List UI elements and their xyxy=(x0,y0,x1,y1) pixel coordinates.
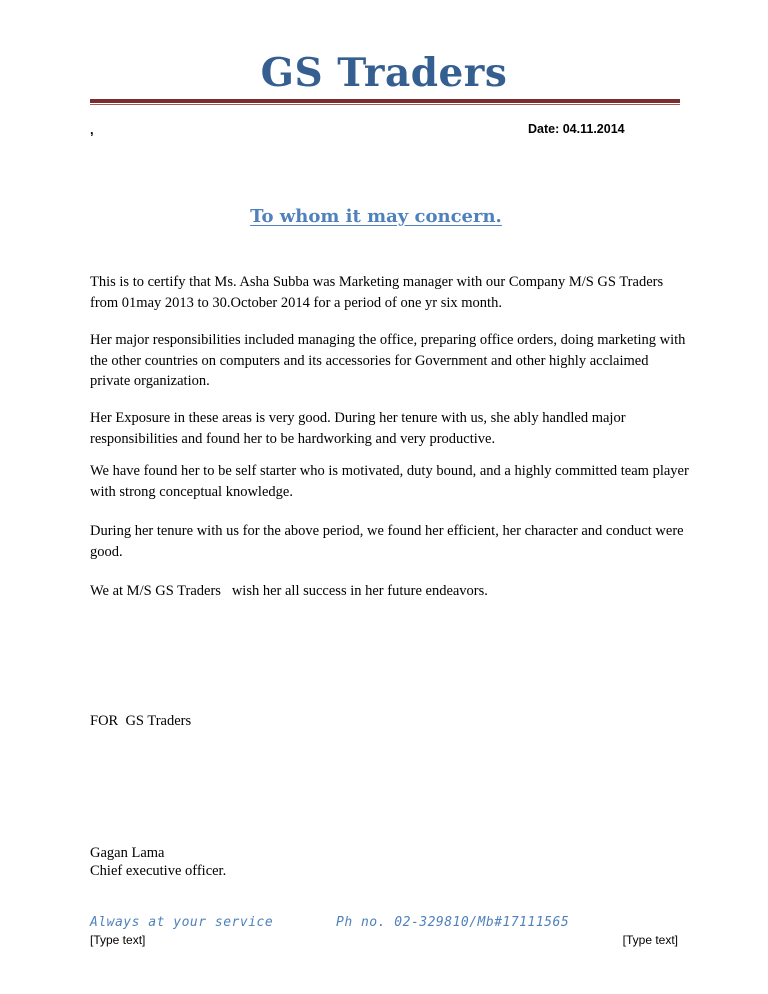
body-paragraph-4: We have found her to be self starter who is motivated, duty bound, and a highly committed team player with strong conceptual knowledge. xyxy=(90,463,689,500)
signatory-name: Gagan Lama xyxy=(90,845,165,861)
footer-left-placeholder: [Type text] xyxy=(90,933,146,947)
signatory-title: Chief executive officer. xyxy=(90,863,227,879)
company-title: GS Traders xyxy=(260,50,508,96)
header-rule-thick xyxy=(90,99,680,103)
for-company-line: FOR GS Traders xyxy=(90,713,192,729)
body-paragraph-6: We at M/S GS Traders wish her all success in her future endeavors. xyxy=(90,583,488,599)
body-paragraph-2: Her major responsibilities included managing the office, preparing office orders, doing marketing with the other countries on computers and its accessories for Government and other highly acclaimed private organization. xyxy=(90,332,686,389)
body-paragraph-3: Her Exposure in these areas is very good. During her tenure with us, she ably handled major responsibilities and found her to be hardworking and very productive. xyxy=(90,410,626,447)
body-paragraph-5: During her tenure with us for the above period, we found her efficient, her character and conduct were good. xyxy=(90,523,684,560)
body-paragraph-1: This is to certify that Ms. Asha Subba was Marketing manager with our Company M/S GS Traders from 01may 2013 to 30.October 2014 for a period of one yr six month. xyxy=(90,274,664,311)
footer-right-placeholder: [Type text] xyxy=(622,933,678,947)
header-rule-thin xyxy=(90,104,680,105)
subject-heading: To whom it may concern. xyxy=(250,206,502,227)
date-label: Date: 04.11.2014 xyxy=(528,122,625,136)
footer-motto: Always at your service xyxy=(90,915,274,930)
footer-phone: Ph no. 02-329810/Mb#17111565 xyxy=(336,915,570,930)
header-comma: , xyxy=(90,122,94,137)
